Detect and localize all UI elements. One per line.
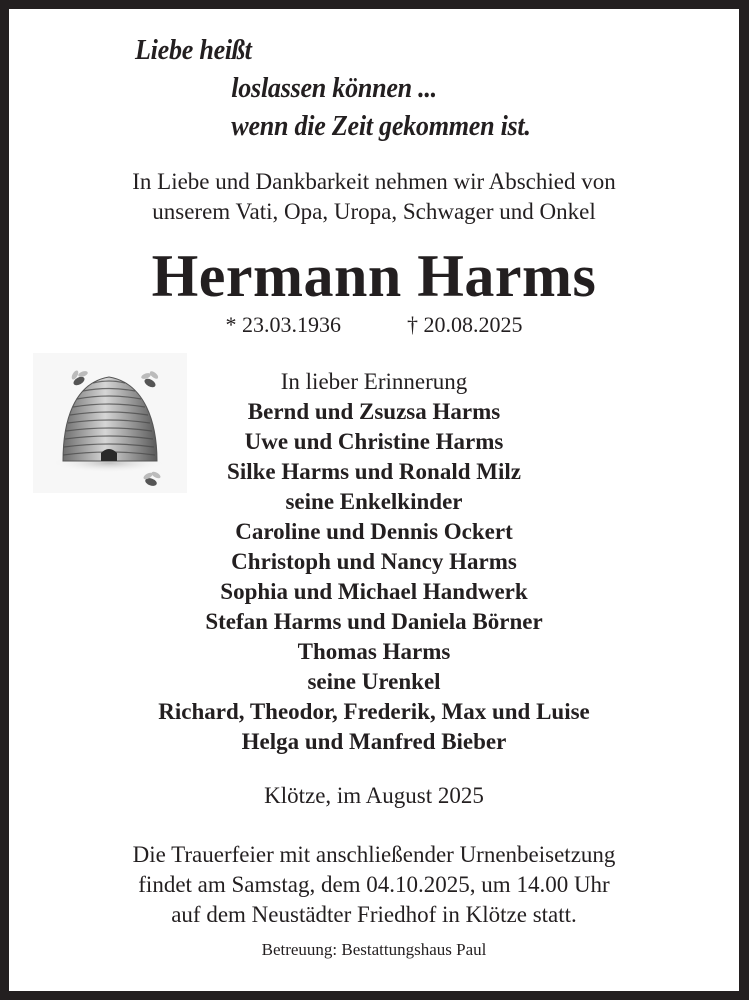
mourners-heading: In lieber Erinnerung — [280, 369, 468, 394]
place-and-date: Klötze, im August 2025 — [264, 783, 484, 808]
intro-line: In Liebe und Dankbarkeit nehmen wir Abschied von — [132, 169, 616, 194]
mourner-line: Caroline und Dennis Ockert — [235, 519, 513, 544]
mourner-line: Richard, Theodor, Frederik, Max und Luise — [158, 699, 590, 724]
deceased-name: Hermann Harms — [151, 243, 597, 309]
motto-line: Liebe heißt — [135, 34, 252, 66]
service-line: findet am Samstag, dem 04.10.2025, um 14.00 Uhr — [138, 872, 610, 897]
motto-line: wenn die Zeit gekommen ist. — [231, 110, 531, 142]
service-line: auf dem Neustädter Friedhof in Klötze statt. — [171, 902, 577, 927]
death-date: † 20.08.2025 — [407, 312, 523, 337]
mourner-line: Uwe und Christine Harms — [244, 429, 504, 454]
obituary-notice — [9, 9, 739, 991]
intro-text — [9, 167, 739, 227]
intro-line: unserem Vati, Opa, Uropa, Schwager und Onkel — [152, 199, 596, 224]
mourner-line: Bernd und Zsuzsa Harms — [247, 399, 501, 424]
service-line: Die Trauerfeier mit anschließender Urnenbeisetzung — [132, 842, 616, 867]
funeral-home-credit: Betreuung: Bestattungshaus Paul — [261, 940, 487, 959]
mourner-line: Sophia und Michael Handwerk — [220, 579, 528, 604]
mourner-line: Helga und Manfred Bieber — [241, 729, 507, 754]
mourner-line: Stefan Harms und Daniela Börner — [205, 609, 543, 634]
mourner-line: Silke Harms und Ronald Milz — [227, 459, 521, 484]
mourners-list — [9, 367, 739, 757]
mourner-line: Christoph und Nancy Harms — [231, 549, 517, 574]
motto-line: loslassen können ... — [231, 72, 437, 104]
mourner-line: seine Enkelkinder — [285, 489, 463, 514]
service-details — [9, 840, 739, 930]
mourner-line: Thomas Harms — [297, 639, 451, 664]
mourner-line: seine Urenkel — [307, 669, 441, 694]
life-dates — [9, 311, 739, 339]
birth-date: * 23.03.1936 — [225, 312, 341, 337]
